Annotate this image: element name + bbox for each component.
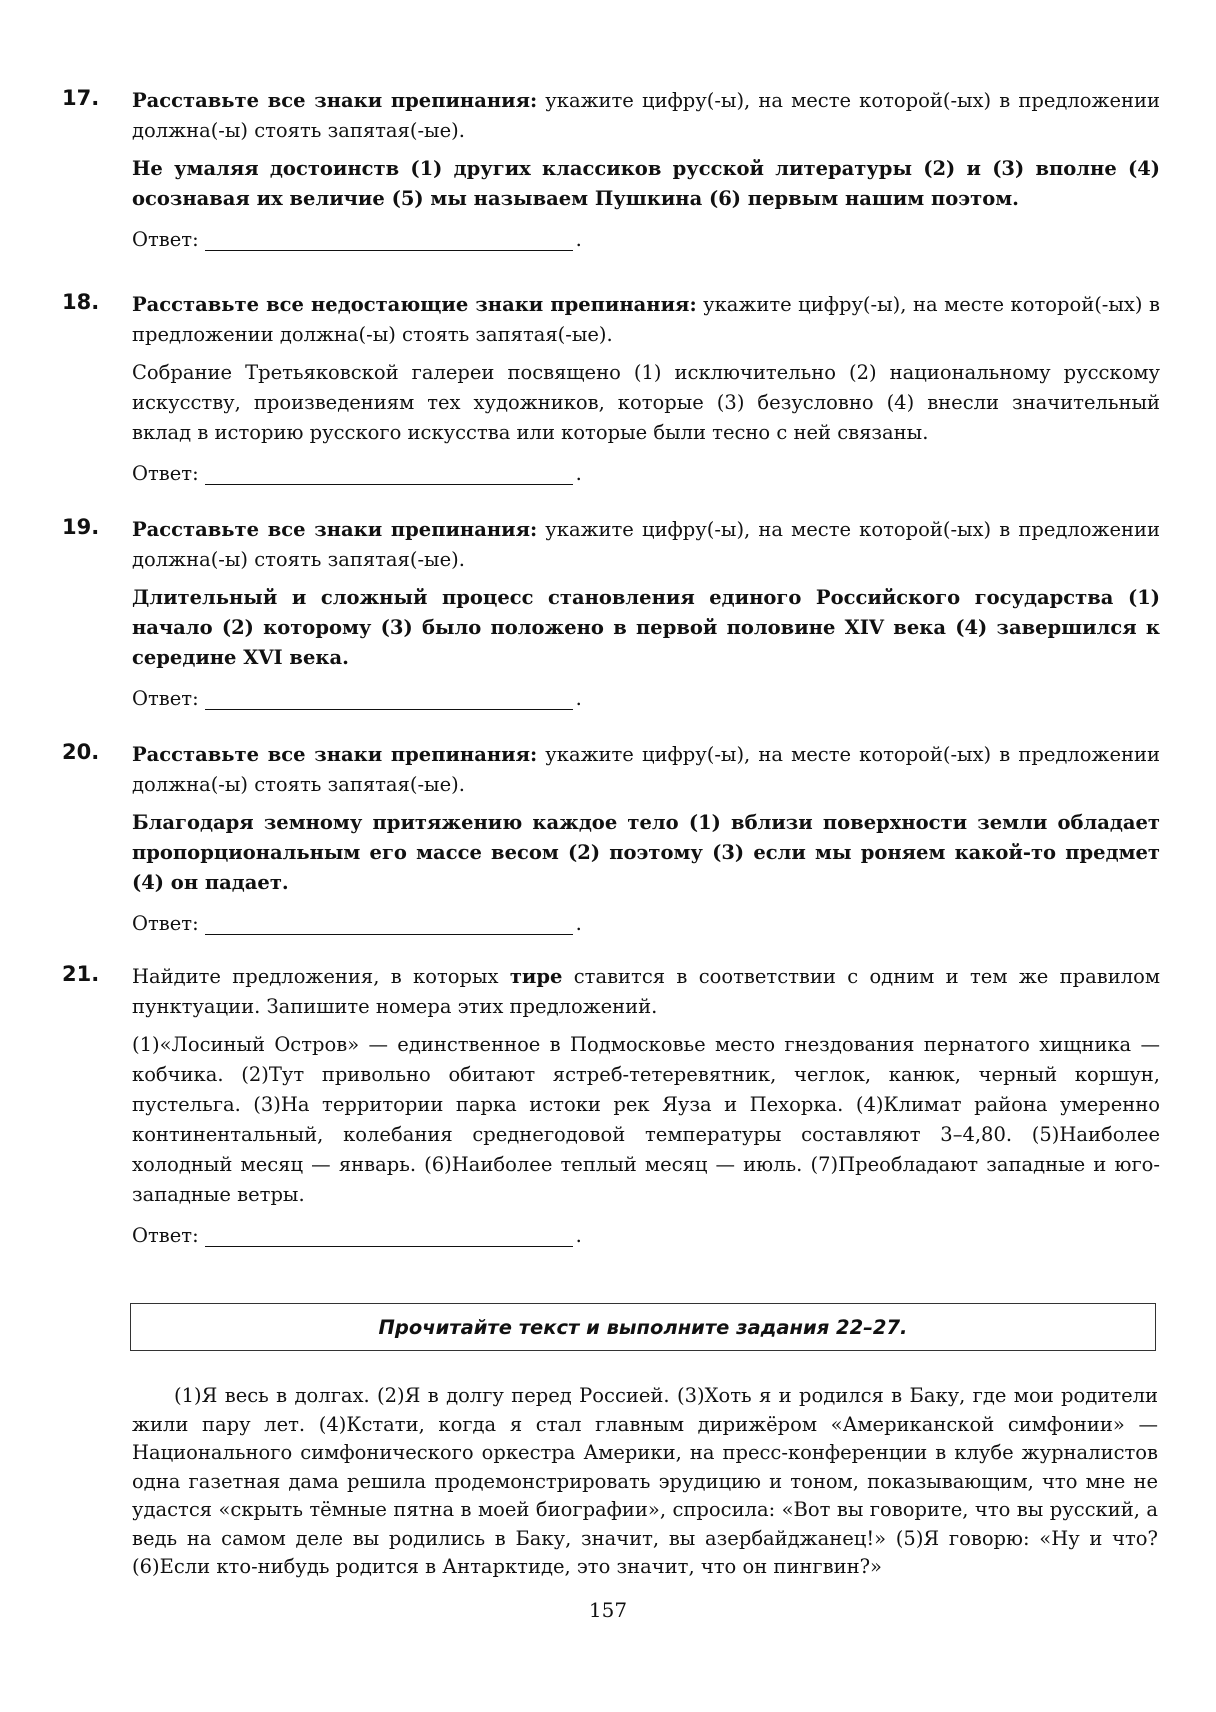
answer-field[interactable]: [205, 464, 573, 485]
answer-label: Ответ:: [132, 462, 199, 485]
answer-end: .: [575, 462, 582, 485]
instruction-bold: Расставьте все знаки препинания:: [132, 89, 538, 112]
instruction-text: укажите цифру(-ы), на месте которой(-ых) в предложении должна(-ы) стоять запятая(-ые).: [132, 89, 1160, 142]
answer-field[interactable]: [205, 914, 573, 935]
instruction-text: укажите цифру(-ы), на месте которой(-ых) в предложении должна(-ы) стоять запятая(-ые).: [132, 518, 1160, 571]
task-instruction: [132, 86, 1160, 146]
reading-text: (1)Я весь в долгах. (2)Я в долгу перед Россией. (3)Хоть я и родился в Баку, где мои родители жили пару лет. (4)Кстати, когда я стал главным дирижёром «Американской симфонии» — Национального симфонического оркестра Америки, на пресс-конференции в клубе журналистов одна газетная дама решила продемонстрировать эрудицию и тоном, показывающим, что мне не удастся «скрыть тёмные пятна в моей биографии», спросила: «Вот вы говорите, что вы русский, а ведь на самом деле вы родились в Баку, значит, вы азербайджанец!» (5)Я говорю: «Ну и что? (6)Если кто-нибудь родится в Антарктиде, это значит, что он пингвин?»: [132, 1384, 1158, 1578]
answer-row: [132, 687, 1160, 710]
task-number: 17.: [62, 86, 100, 110]
task-sentence: (1)«Лосиный Остров» — единственное в Подмосковье место гнездования пернатого хищника — кобчика. (2)Тут привольно обитают ястреб-тетеревятник, чеглок, канюк, черный коршун, пустельга. (3)На территории парка истоки рек Яуза и Пехорка. (4)Климат района умеренно континентальный, колебания среднегодовой температуры составляют 3–4,80. (5)Наиболее холодный месяц — январь. (6)Наиболее теплый месяц — июль. (7)Преобладают западные и юго-западные ветры.: [132, 1033, 1160, 1206]
answer-row: [132, 228, 1160, 251]
answer-label: Ответ:: [132, 1224, 199, 1247]
instruction-text: укажите цифру(-ы), на месте которой(-ых) в предложении должна(-ы) стоять запятая(-ые).: [132, 743, 1160, 796]
instruction-bold: Расставьте все знаки препинания:: [132, 743, 538, 766]
task-number: 19.: [62, 515, 100, 539]
page-number: 157: [588, 1598, 628, 1622]
task-sentence: Не умаляя достоинств (1) других классиков русской литературы (2) и (3) вполне (4) осознавая их величие (5) мы называем Пушкина (6) первым нашим поэтом.: [132, 157, 1160, 210]
instruction-bold: Расставьте все знаки препинания:: [132, 518, 538, 541]
task-instruction: [132, 290, 1160, 350]
task-19: [62, 515, 1160, 710]
answer-field[interactable]: [205, 230, 573, 251]
task-sentence: Длительный и сложный процесс становления единого Российского государства (1) начало (2) которому (3) было положено в первой половине XIV века (4) завершился к середине XVI века.: [132, 586, 1160, 669]
task-number: 18.: [62, 290, 100, 314]
task-20: [62, 740, 1160, 935]
answer-end: .: [575, 912, 582, 935]
section-title: Прочитайте текст и выполните задания 22–27.: [378, 1315, 908, 1339]
task-instruction: [132, 962, 1160, 1022]
task-number: 21.: [62, 962, 100, 986]
answer-label: Ответ:: [132, 912, 199, 935]
task-17: [62, 86, 1160, 251]
instruction-text-end: ставится в соответствии с одним и тем же правилом пунктуации. Запишите номера этих предложений.: [132, 965, 1160, 1018]
answer-end: .: [575, 228, 582, 251]
answer-label: Ответ:: [132, 228, 199, 251]
instruction-text: укажите цифру(-ы), на месте которой(-ых) в предложении должна(-ы) стоять запятая(-ые).: [132, 293, 1160, 346]
answer-label: Ответ:: [132, 687, 199, 710]
answer-end: .: [575, 1224, 582, 1247]
answer-field[interactable]: [205, 1226, 573, 1247]
section-header-box: [130, 1303, 1156, 1351]
answer-row: [132, 462, 1160, 485]
task-instruction: [132, 515, 1160, 575]
answer-row: [132, 1224, 1160, 1247]
task-sentence: Благодаря земному притяжению каждое тело (1) вблизи поверхности земли обладает пропорциональным его массе весом (2) поэтому (3) если мы роняем какой-то предмет (4) он падает.: [132, 811, 1160, 894]
answer-end: .: [575, 687, 582, 710]
instruction-bold: тире: [509, 965, 563, 988]
instruction-text: Найдите предложения, в которых: [132, 965, 510, 988]
task-21: [62, 962, 1160, 1247]
answer-field[interactable]: [205, 689, 573, 710]
answer-row: [132, 912, 1160, 935]
instruction-bold: Расставьте все недостающие знаки препинания:: [132, 293, 697, 316]
task-18: [62, 290, 1160, 485]
task-instruction: [132, 740, 1160, 800]
task-number: 20.: [62, 740, 100, 764]
task-sentence: Собрание Третьяковской галереи посвящено (1) исключительно (2) национальному русскому искусству, произведениям тех художников, которые (3) безусловно (4) внесли значительный вклад в историю русского искусства или которые были тесно с ней связаны.: [132, 361, 1160, 444]
